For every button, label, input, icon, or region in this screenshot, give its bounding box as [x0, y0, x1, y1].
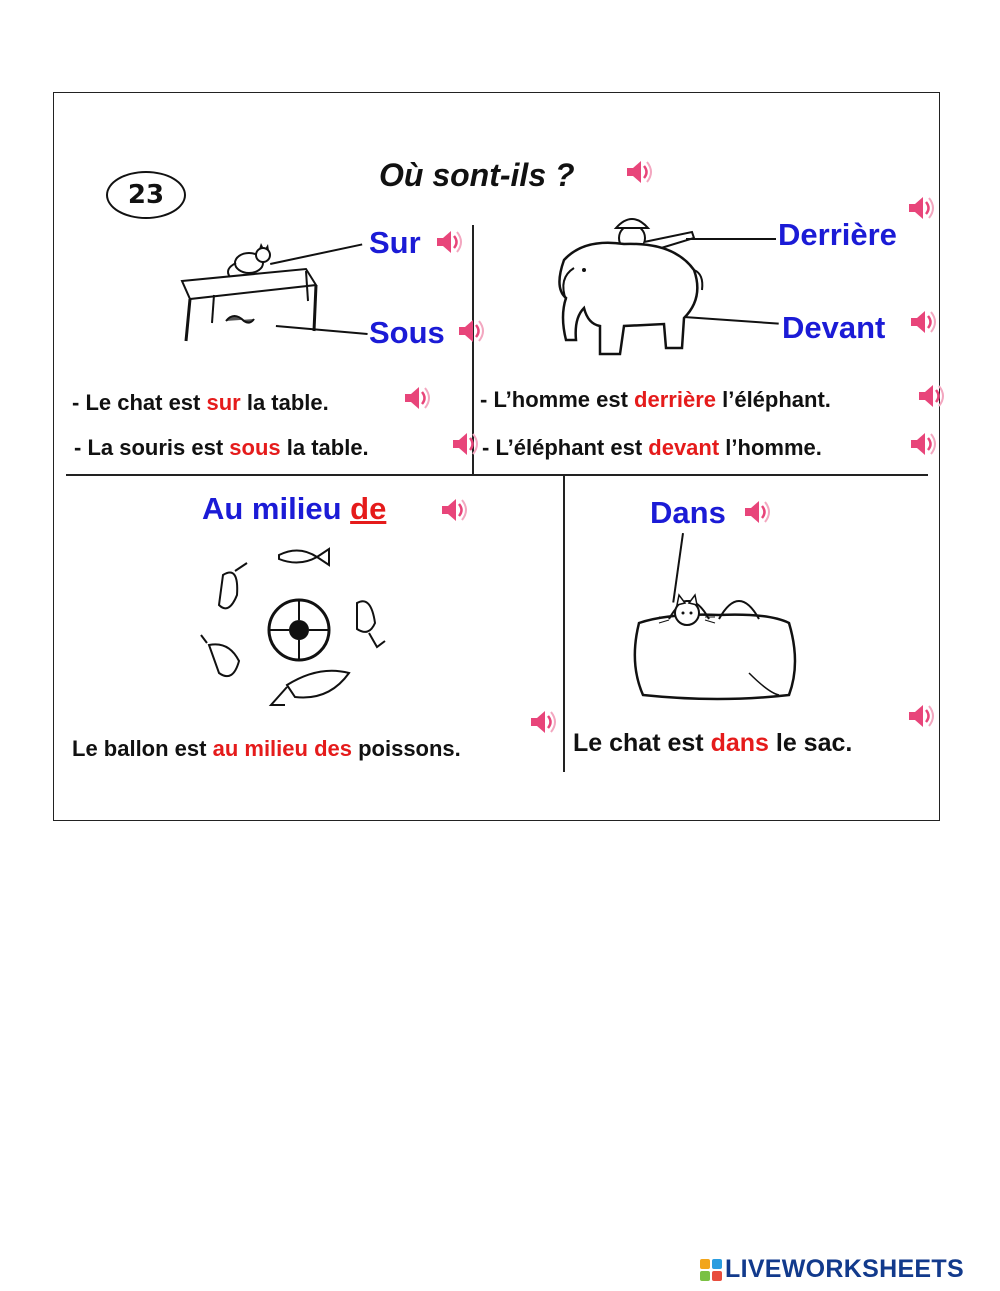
sentence-devant: - L’éléphant est devant l’homme. — [482, 435, 822, 460]
cat-in-bag-icon — [629, 583, 804, 708]
speaker-icon[interactable] — [434, 227, 464, 257]
word-devant: Devant — [782, 310, 886, 345]
speaker-icon[interactable] — [906, 701, 936, 731]
word-sur: Sur — [369, 225, 421, 260]
speaker-icon[interactable] — [439, 495, 469, 525]
speaker-icon[interactable] — [916, 381, 946, 411]
page-title-text: Où sont-ils ? — [379, 157, 575, 193]
word-derriere: Derrière — [778, 217, 897, 252]
speaker-icon[interactable] — [528, 707, 558, 737]
page-title — [379, 157, 575, 194]
word-au-milieu-de: Au milieu de — [202, 491, 387, 526]
sentence-sous: - La souris est sous la table. — [74, 435, 369, 460]
speaker-icon[interactable] — [450, 429, 480, 459]
sentence-derriere: - L’homme est derrière l’éléphant. — [480, 387, 831, 412]
sentence-au-milieu: Le ballon est au milieu des poissons. — [72, 736, 461, 761]
speaker-icon[interactable] — [402, 383, 432, 413]
worksheet-card — [53, 92, 940, 821]
speaker-icon[interactable] — [908, 429, 938, 459]
divider-bottom-vertical — [563, 476, 565, 772]
speaker-icon[interactable] — [456, 316, 486, 346]
logo-grid-icon — [700, 1259, 722, 1281]
lesson-number-badge: 23 — [106, 171, 186, 219]
man-and-elephant-icon — [544, 208, 724, 363]
sentence-dans: Le chat est dans le sac. — [573, 729, 853, 757]
speaker-icon[interactable] — [624, 157, 654, 187]
derriere-pointer-line — [686, 238, 776, 240]
sentence-sur: - Le chat est sur la table. — [72, 390, 329, 415]
fish-around-ball-icon — [199, 545, 399, 720]
speaker-icon[interactable] — [742, 497, 772, 527]
logo-text: LIVEWORKSHEETS — [725, 1255, 964, 1283]
speaker-icon[interactable] — [906, 193, 936, 223]
word-sous: Sous — [369, 315, 445, 350]
speaker-icon[interactable] — [908, 307, 938, 337]
liveworksheets-logo[interactable] — [700, 1255, 964, 1284]
word-dans: Dans — [650, 495, 726, 530]
divider-horizontal — [66, 474, 928, 476]
